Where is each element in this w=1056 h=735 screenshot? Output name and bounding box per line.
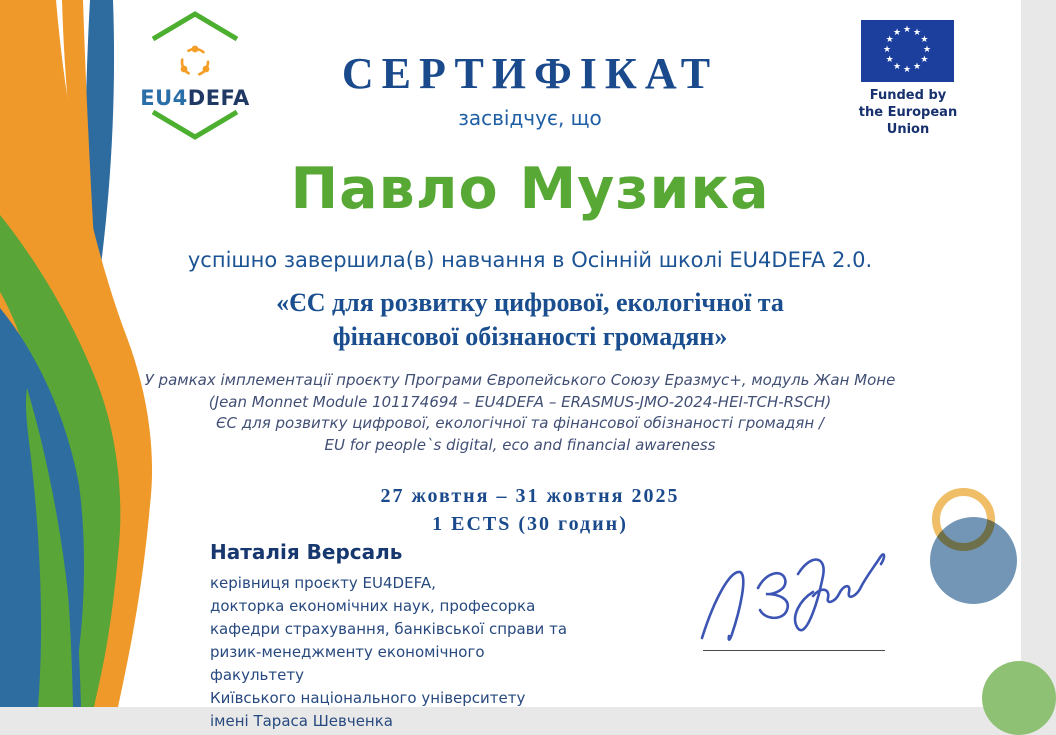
star-icon: ★ <box>903 65 912 75</box>
star-icon: ★ <box>903 25 912 35</box>
certificate-title: СЕРТИФІКАТ <box>341 49 719 98</box>
program-line: ЄС для розвитку цифрової, екологічної та фінансової обізнаності громадян / <box>216 414 824 432</box>
star-icon: ★ <box>885 55 894 65</box>
course-title-line2: фінансової обізнаності громадян» <box>332 322 728 351</box>
star-icon: ★ <box>885 35 894 45</box>
course-title-line1: «ЄС для розвитку цифрової, екологічної та <box>276 288 784 317</box>
signer-role-line: докторка економічних наук, професорка <box>210 597 536 615</box>
certificate-subtitle: засвідчує, що <box>458 106 602 130</box>
star-icon: ★ <box>883 45 892 55</box>
star-icon: ★ <box>893 27 902 38</box>
star-icon: ★ <box>920 35 929 45</box>
star-icon: ★ <box>923 45 932 55</box>
program-line: (Jean Monnet Module 101174694 – EU4DEFA – ERASMUS-JMO-2024-HEI-TCH-RSCH) <box>208 392 832 411</box>
credits-line: 1 ECTS (30 годин) <box>432 513 628 535</box>
signature-icon <box>688 512 898 647</box>
decor-ring-yellow <box>932 488 995 551</box>
signer-name: Наталія Версаль <box>210 540 403 564</box>
funded-line1: Funded by <box>869 88 947 103</box>
signer-roles <box>210 572 570 733</box>
program-line: У рамках імплементації проєкту Програми Європейського Союзу Еразмус+, модуль Жан Моне <box>144 371 896 389</box>
decor-circle-green <box>982 661 1056 735</box>
program-description <box>120 370 920 456</box>
course-title <box>150 286 910 354</box>
funded-line2: the European Union <box>858 104 958 137</box>
logo-defa-text: DEFA <box>187 86 250 110</box>
star-icon: ★ <box>920 55 929 65</box>
date-line: 27 жовтня – 31 жовтня 2025 <box>380 485 680 507</box>
recipient-name: Павло Музика <box>290 156 770 222</box>
star-icon: ★ <box>913 27 922 38</box>
chevron-up-icon <box>135 8 255 42</box>
signer-role-line: керівниця проєкту EU4DEFA, <box>210 574 436 592</box>
signer-role-line: ризик-менеджменту економічного факультету <box>210 643 485 684</box>
signer-role-line: кафедри страхування, банківської справи та <box>210 620 568 638</box>
signer-role-line: Київського національного університету <box>210 689 526 707</box>
completion-line: успішно завершила(в) навчання в Осінній школі EU4DEFA 2.0. <box>187 248 873 272</box>
program-line: EU for people`s digital, eco and financial awareness <box>324 435 716 454</box>
logo-eu4-text: EU4 <box>140 86 188 110</box>
signer-block <box>210 540 570 733</box>
star-icon: ★ <box>893 62 902 73</box>
signature-line <box>703 650 885 651</box>
signer-role-line: імені Тараса Шевченка <box>210 712 393 730</box>
star-icon: ★ <box>913 62 922 73</box>
